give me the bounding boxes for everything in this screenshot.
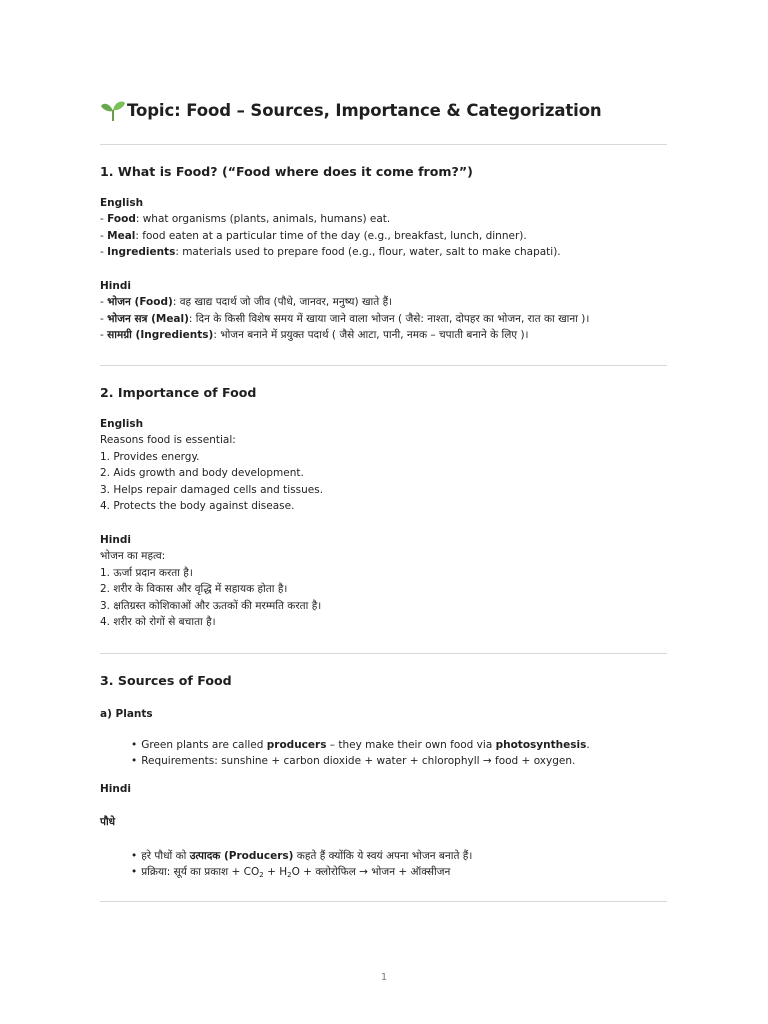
section2-hindi	[100, 532, 667, 630]
language-label: Hindi	[100, 783, 131, 795]
divider	[100, 901, 667, 902]
bullet-icon: •	[131, 755, 138, 768]
subsection-heading: a) Plants	[100, 708, 153, 720]
bullet-list	[131, 848, 472, 881]
section-heading: 3. Sources of Food	[100, 673, 232, 688]
bullet-icon: •	[131, 739, 138, 751]
definition-line: - भोजन (Food): वह खाद्य पदार्थ जो जीव (पौधे, जानवर, मनुष्य) खाते हैं।	[100, 296, 393, 309]
divider	[100, 653, 667, 654]
section1-hindi	[100, 278, 667, 344]
list-item: • हरे पौधों को उत्पादक (Producers) कहते हैं क्योंकि ये स्वयं अपना भोजन बनाते हैं।	[131, 848, 472, 864]
divider	[100, 365, 667, 366]
list-item: 1. ऊर्जा प्रदान करता है।	[100, 566, 193, 579]
bullet-icon: •	[131, 866, 138, 879]
title-text: Topic: Food – Sources, Importance & Categorization	[127, 100, 602, 120]
definition-line: - Food: what organisms (plants, animals, humans) eat.	[100, 213, 391, 226]
bullet-icon: •	[131, 850, 138, 862]
definition-line: - Ingredients: materials used to prepare food (e.g., flour, water, salt to make chapati).	[100, 246, 561, 259]
list-item: 3. Helps repair damaged cells and tissues.	[100, 483, 324, 496]
section3-hindi-label	[100, 781, 667, 797]
list-item: 1. Provides energy.	[100, 450, 200, 463]
page-title	[100, 98, 667, 122]
intro-line: भोजन का महत्व:	[100, 550, 166, 563]
list-item: 4. Protects the body against disease.	[100, 500, 295, 513]
section-heading: 2. Importance of Food	[100, 385, 257, 400]
language-label: English	[100, 418, 144, 430]
definition-line: - Meal: food eaten at a particular time of the day (e.g., breakfast, lunch, dinner).	[100, 229, 527, 242]
page-number: 1	[380, 972, 388, 983]
subsection-heading: पौधे	[100, 816, 116, 828]
list-item: • प्रक्रिया: सूर्य का प्रकाश + $CO_2 + H_2O$ + क्लोरोफिल → भोजन + ऑक्सीजन	[131, 866, 451, 880]
section1-english	[100, 195, 667, 261]
list-item: • Green plants are called producers – they make their own food via photosynthesis.	[131, 737, 590, 753]
list-item: 3. क्षतिग्रस्त कोशिकाओं और ऊतकों की मरम्मति करता है।	[100, 599, 322, 612]
definition-line: - भोजन सत्र (Meal): दिन के किसी विशेष समय में खाया जाने वाला भोजन ( जैसे: नाश्ता, दोपहर का भोजन, रात का खाना )।	[100, 312, 590, 325]
list-item: • Requirements: sunshine + carbon dioxide + water + chlorophyll → food + oxygen.	[131, 753, 590, 769]
language-label: English	[100, 197, 144, 209]
language-label: Hindi	[100, 534, 131, 546]
seedling-icon	[100, 98, 126, 122]
intro-line: Reasons food is essential:	[100, 434, 236, 447]
language-label: Hindi	[100, 280, 131, 292]
list-item: 4. शरीर को रोगों से बचाता है।	[100, 616, 216, 629]
definition-line: - सामग्री (Ingredients): भोजन बनाने में प्रयुक्त पदार्थ ( जैसे आटा, पानी, नमक – चपाती बनाने के लिए )।	[100, 329, 529, 342]
section2-english	[100, 416, 667, 514]
divider	[100, 144, 667, 145]
list-item: 2. शरीर के विकास और वृद्धि में सहायक होता है।	[100, 583, 288, 596]
bullet-list	[131, 737, 590, 770]
section-heading: 1. What is Food? (“Food where does it come from?”)	[100, 164, 473, 179]
list-item: 2. Aids growth and body development.	[100, 467, 304, 480]
